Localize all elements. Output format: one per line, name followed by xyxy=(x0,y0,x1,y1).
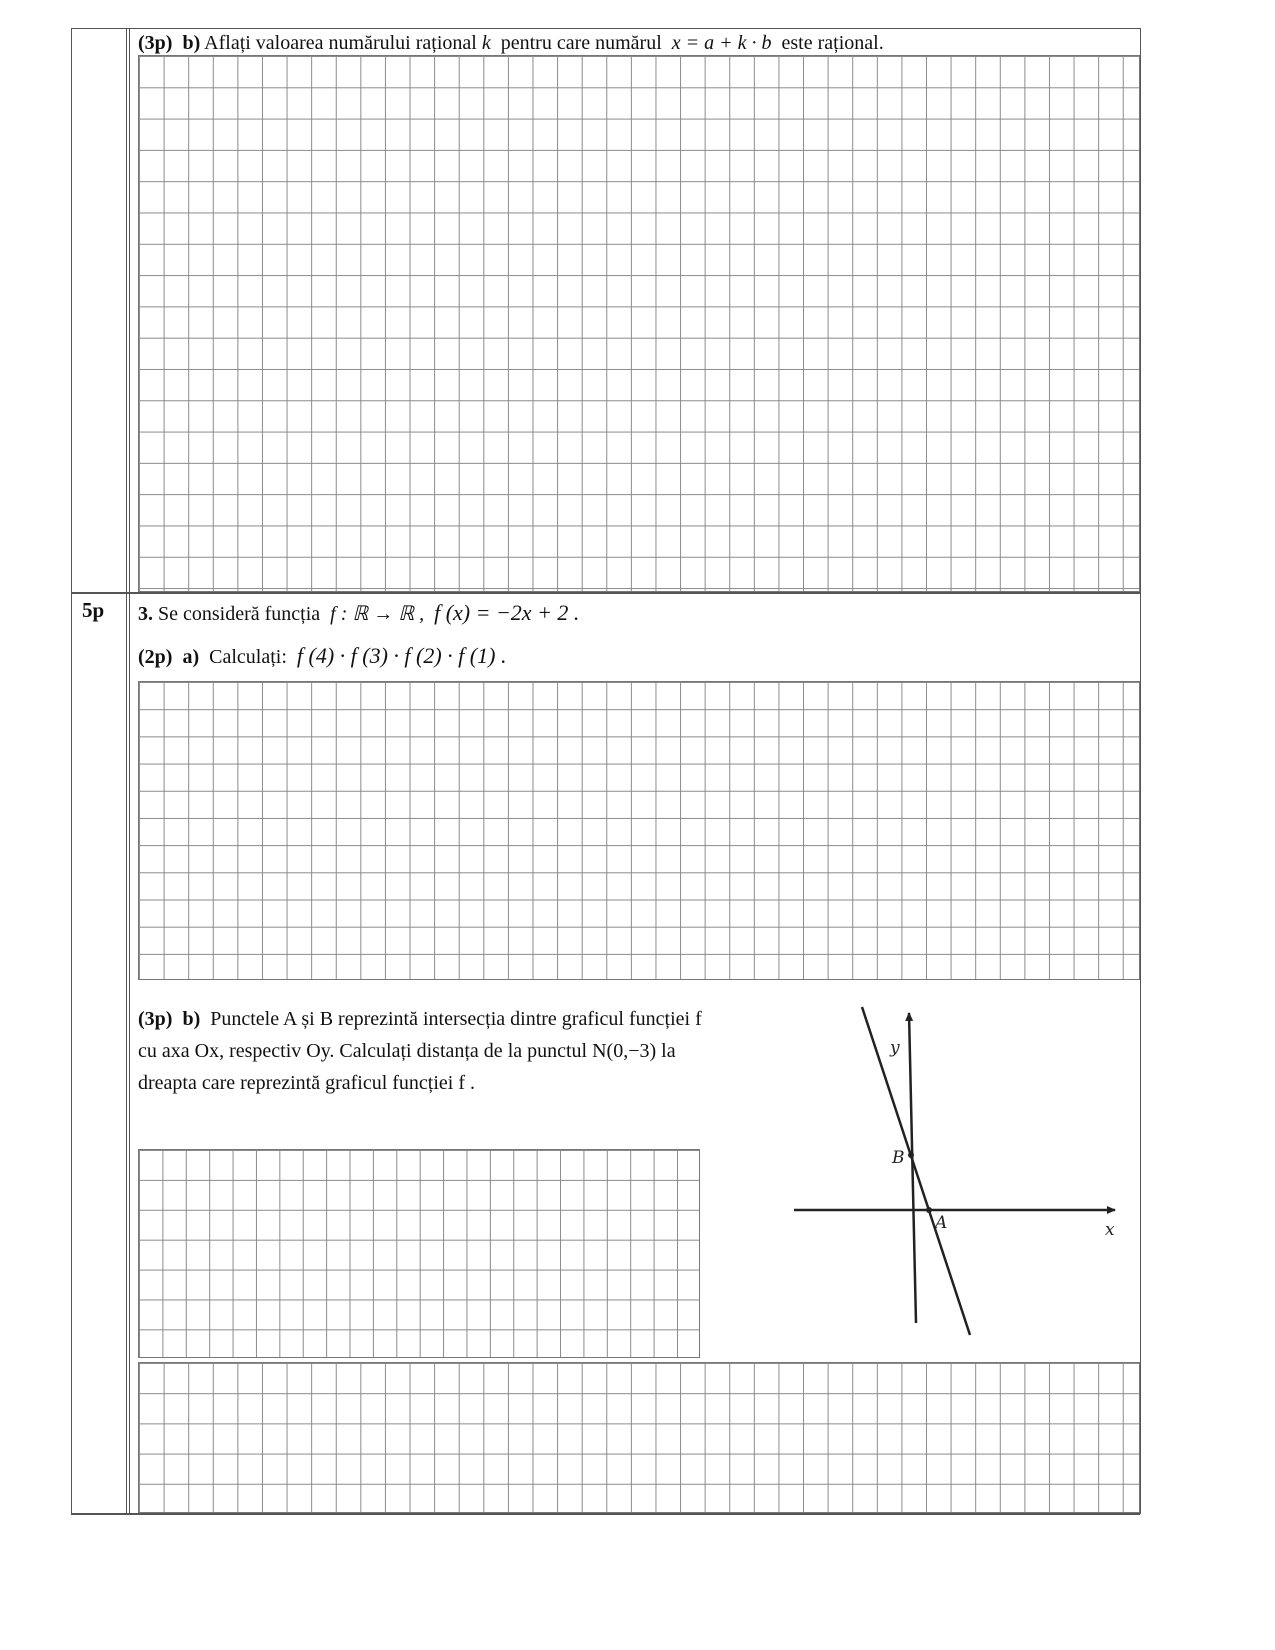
table-bottom-border xyxy=(71,1513,1140,1515)
line-3: dreapta care reprezintă graficul funcției f . xyxy=(138,1072,476,1094)
function-formula: f (x) = −2x + 2 . xyxy=(434,600,580,625)
table-top-border xyxy=(71,28,1140,29)
question-3b-line-1 xyxy=(138,1003,776,1035)
score-column-divider xyxy=(126,28,127,1514)
formula-x: x = a + k · b xyxy=(671,32,772,54)
y-axis-label: y xyxy=(890,1038,900,1058)
points-label: (3p) xyxy=(138,32,173,54)
function-graph xyxy=(780,995,1130,1350)
score-column-divider-inner xyxy=(129,28,130,1514)
part-letter-3a: a) xyxy=(182,646,200,668)
question-3b-text xyxy=(138,1003,776,1099)
point-b xyxy=(908,1152,914,1158)
answer-grid-3b-small[interactable] xyxy=(138,1149,700,1358)
answer-grid-3b-large[interactable] xyxy=(138,1362,1140,1513)
problem-number: 3. xyxy=(138,603,153,625)
line-2: cu axa Ox, respectiv Oy. Calculați distanța de la punctul N(0,−3) la xyxy=(138,1040,676,1062)
problem-statement xyxy=(138,600,579,626)
x-axis-label: x xyxy=(1105,1220,1115,1240)
calculate-text: Calculați: xyxy=(209,646,287,668)
score-label: 5p xyxy=(82,598,105,622)
text-before: Aflați valoarea numărului rațional xyxy=(204,32,477,54)
table-right-border xyxy=(1140,28,1141,1514)
point-a xyxy=(926,1207,932,1213)
question-1b-text xyxy=(138,31,884,55)
line-1: Punctele A și B reprezintă intersecția dintre graficul funcției f xyxy=(210,1008,702,1030)
part-letter: b) xyxy=(182,32,201,54)
part-letter-3b: b) xyxy=(182,1008,201,1030)
variable-k: k xyxy=(481,32,491,54)
answer-grid-3a[interactable] xyxy=(138,681,1140,980)
function-definition: f : ℝ → ℝ , xyxy=(330,603,425,625)
row-divider xyxy=(71,592,1140,594)
table-left-border xyxy=(71,28,72,1514)
answer-grid-1b[interactable] xyxy=(138,55,1140,592)
question-3a-text xyxy=(138,643,506,669)
intro-text: Se consideră funcția xyxy=(158,603,321,625)
product-formula: f (4) · f (3) · f (2) · f (1) . xyxy=(296,643,507,668)
points-label-3b: (3p) xyxy=(138,1008,173,1030)
point-b-label: B xyxy=(892,1148,905,1168)
points-label-3a: (2p) xyxy=(138,646,173,668)
text-middle: pentru care numărul xyxy=(500,32,662,54)
text-after: este rațional. xyxy=(781,32,884,54)
point-a-label: A xyxy=(935,1213,948,1233)
